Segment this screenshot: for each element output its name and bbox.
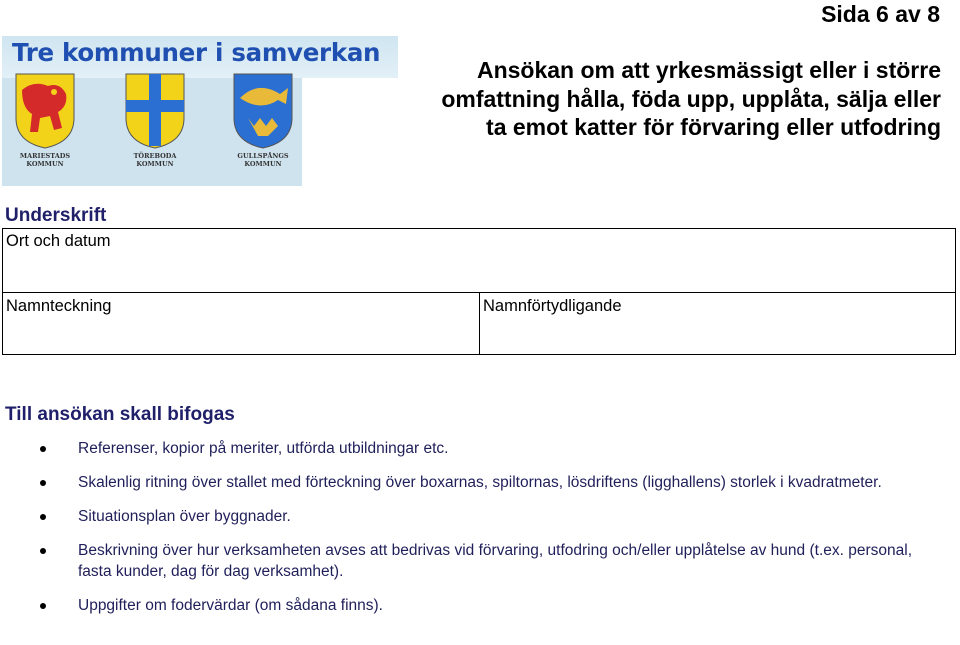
signature-heading: Underskrift xyxy=(5,205,107,226)
cross-crest-icon xyxy=(124,72,186,150)
municipality-logo xyxy=(2,36,398,186)
list-item-text: Skalenlig ritning över stallet med förteckning över boxarnas, spiltornas, lösdriftens (ligghallens) storlek i kvadratmeter. xyxy=(78,474,882,491)
lion-crest-icon xyxy=(14,72,76,150)
list-item-text: Beskrivning över hur verksamheten avses att bedrivas vid förvaring, utfodring och/eller upplåtelse av hund (t.ex. personal, fasta kunder, dag för dag verksamhet). xyxy=(78,542,912,580)
attachments-heading: Till ansökan skall bifogas xyxy=(5,404,235,425)
crest-caption-gullspang: GULLSPÅNGS KOMMUN xyxy=(237,152,289,168)
place-date-label: Ort och datum xyxy=(6,232,111,250)
place-date-field[interactable] xyxy=(6,255,952,289)
signature-label: Namnteckning xyxy=(6,297,112,315)
signature-table xyxy=(2,228,956,355)
signature-field[interactable] xyxy=(6,321,476,353)
crest-caption-mariestad: MARIESTADS KOMMUN xyxy=(19,152,71,168)
name-clarification-label: Namnförtydligande xyxy=(483,297,622,315)
fish-crest-icon xyxy=(232,72,294,150)
list-item-text: Situationsplan över byggnader. xyxy=(78,508,291,525)
list-item xyxy=(40,438,940,459)
bullet-icon xyxy=(40,548,46,554)
crest-caption-toreboda: TÖREBODA KOMMUN xyxy=(133,152,177,168)
attachments-list xyxy=(40,438,940,629)
bullet-icon xyxy=(40,514,46,520)
list-item-text: Uppgifter om fodervärdar (om sådana finns). xyxy=(78,597,383,614)
form-title-line: ta emot katter för förvaring eller utfodring xyxy=(486,114,941,140)
form-title xyxy=(381,56,941,142)
form-title-line: omfattning hålla, föda upp, upplåta, sälja eller xyxy=(441,85,941,112)
list-item xyxy=(40,540,940,582)
name-clarification-field[interactable] xyxy=(483,321,951,353)
form-title-line: Ansökan om att yrkesmässigt eller i större xyxy=(476,57,941,83)
bullet-icon xyxy=(40,480,46,486)
table-divider xyxy=(479,292,480,354)
list-item-text: Referenser, kopior på meriter, utförda utbildningar etc. xyxy=(78,440,449,457)
bullet-icon xyxy=(40,603,46,609)
logo-title: Tre kommuner i samverkan xyxy=(12,38,381,67)
list-item xyxy=(40,595,940,616)
bullet-icon xyxy=(40,446,46,452)
list-item xyxy=(40,506,940,527)
list-item xyxy=(40,472,940,493)
page-number: Sida 6 av 8 xyxy=(821,1,940,27)
